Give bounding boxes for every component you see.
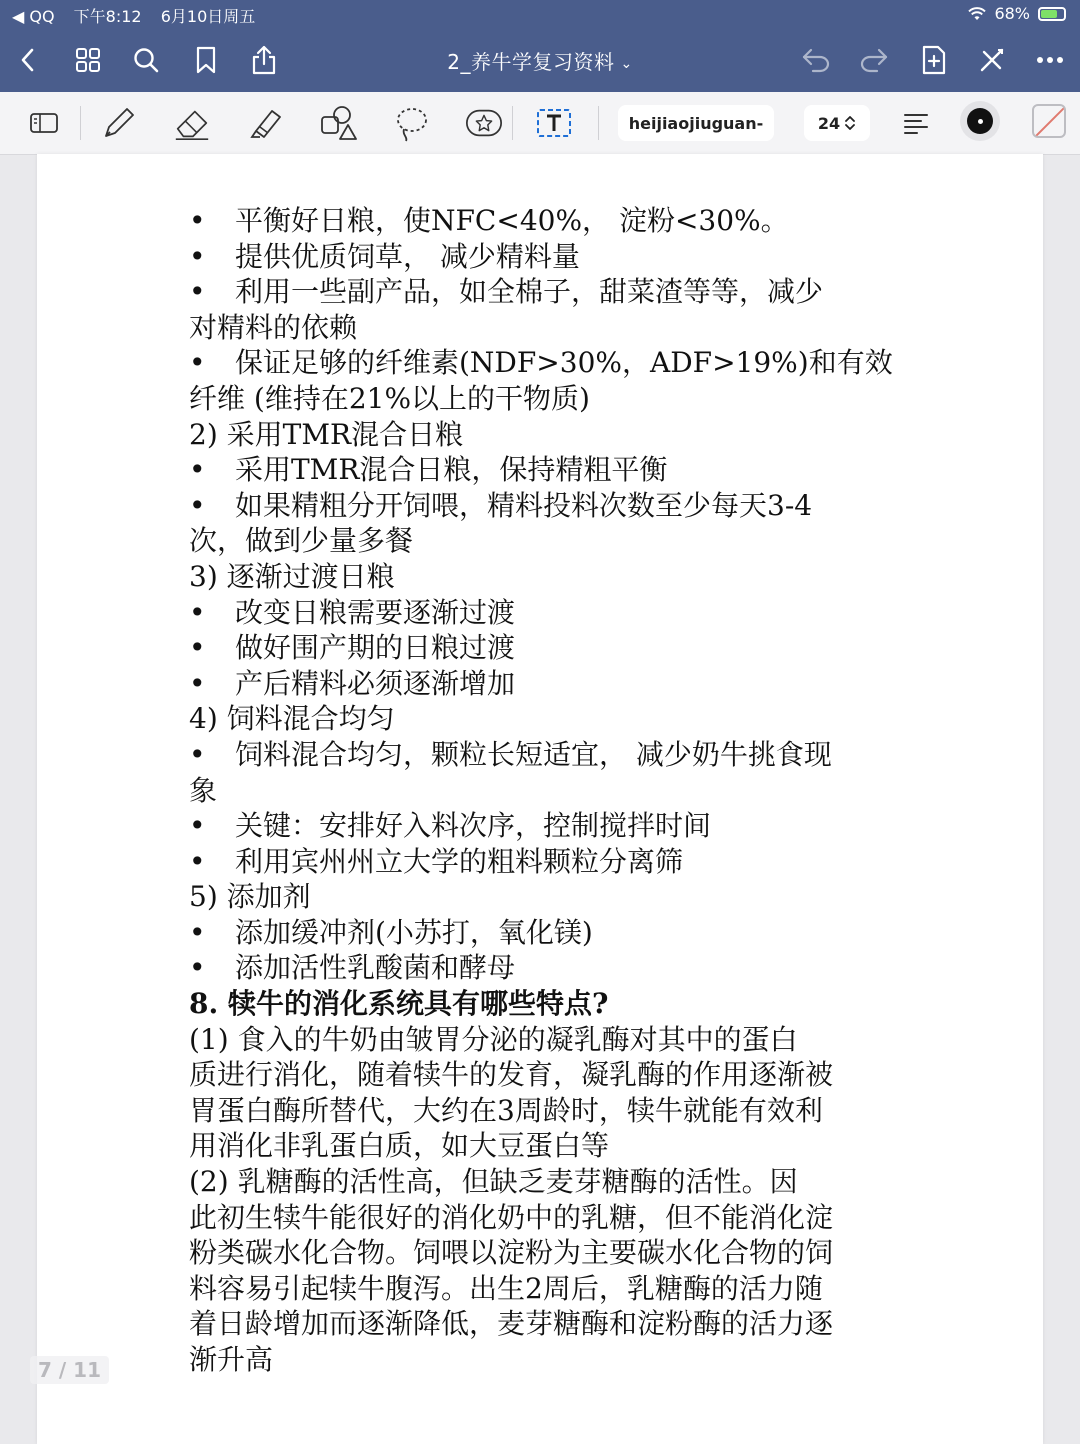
bullet-marker: • — [189, 737, 206, 771]
text-tool-icon[interactable] — [534, 103, 574, 143]
bullet-line — [189, 595, 893, 631]
font-size-value: 24 — [817, 113, 841, 133]
line-text: 料容易引起犊牛腹泻。出生2周后，乳糖酶的活力随 — [189, 1271, 823, 1305]
bullet-marker: • — [189, 488, 206, 522]
text-line — [189, 310, 893, 346]
bullet-line — [189, 274, 893, 310]
bullet-line — [189, 488, 893, 524]
line-text: 4) 饲料混合均匀 — [189, 702, 395, 736]
section-heading — [189, 986, 893, 1022]
bullet-line — [189, 666, 893, 702]
line-text: 粉类碳水化合物。饲喂以淀粉为主要碳水化合物的饲 — [189, 1236, 834, 1270]
font-family-value: heijiaojiuguan- — [628, 113, 764, 133]
line-text: 关键：安排好入料次序，控制搅拌时间 — [235, 809, 712, 843]
eraser-icon[interactable] — [172, 103, 212, 143]
bullet-marker: • — [189, 595, 206, 629]
nav-bar — [0, 28, 1080, 92]
text-line — [189, 417, 893, 453]
line-text: 改变日粮需要逐渐过渡 — [235, 595, 516, 629]
status-date: 6月10日周五 — [160, 7, 256, 26]
line-text: 如果精粗分开饲喂，精料投料次数至少每天3-4 — [235, 488, 813, 522]
line-text: 象 — [189, 773, 218, 807]
bullet-marker: • — [189, 275, 206, 309]
line-text: 次，做到少量多餐 — [189, 524, 414, 558]
bullet-marker: • — [189, 844, 206, 878]
bullet-line — [189, 844, 893, 880]
text-line — [189, 381, 893, 417]
battery-percent: 68% — [994, 4, 1030, 23]
line-text: (2) 乳糖酶的活性高，但缺乏麦芽糖酶的活性。因 — [189, 1165, 798, 1199]
color-swatch — [967, 108, 993, 134]
bullet-marker: • — [189, 809, 206, 843]
line-text: 质进行消化，随着犊牛的发育，凝乳酶的作用逐渐被 — [189, 1058, 834, 1092]
line-text: 利用宾州州立大学的粗料颗粒分离筛 — [235, 844, 684, 878]
bullet-marker: • — [189, 631, 206, 665]
bullet-line — [189, 345, 893, 381]
more-options-icon[interactable] — [1032, 42, 1068, 78]
tools-off-icon[interactable] — [974, 42, 1010, 78]
line-text: 添加缓冲剂(小苏打，氧化镁) — [235, 915, 593, 949]
redo-icon[interactable] — [856, 42, 892, 78]
line-text: 用消化非乳蛋白质，如大豆蛋白等 — [189, 1129, 610, 1163]
document-text — [189, 203, 893, 1378]
line-text: 对精料的依赖 — [189, 310, 358, 344]
bullet-line — [189, 203, 893, 239]
background-fill-none-toggle[interactable] — [1032, 104, 1066, 138]
sticker-star-icon[interactable] — [464, 103, 504, 143]
font-family-selector[interactable] — [618, 105, 774, 141]
page-layout-icon[interactable] — [24, 103, 64, 143]
line-text: 平衡好日粮，使NFC<40%， 淀粉<30%。 — [235, 204, 789, 237]
line-text: 利用一些副产品，如全棉子，甜菜渣等等，减少 — [235, 275, 824, 309]
text-line — [189, 1342, 893, 1378]
bullet-line — [189, 630, 893, 666]
annotation-toolbar — [0, 92, 1080, 155]
text-color-picker[interactable] — [960, 101, 1000, 141]
text-line — [189, 1306, 893, 1342]
status-time: 下午8:12 — [73, 7, 142, 26]
line-text: 5) 添加剂 — [189, 880, 311, 914]
top-bar — [0, 0, 1080, 92]
text-line — [189, 1235, 893, 1271]
line-text: 渐升高 — [189, 1343, 274, 1376]
bullet-marker: • — [189, 915, 206, 949]
toolbar-divider — [512, 106, 513, 140]
back-to-app-link[interactable]: ◀ QQ — [12, 7, 55, 26]
text-line — [189, 1057, 893, 1093]
text-line — [189, 1164, 893, 1200]
chevron-down-icon: ⌄ — [620, 55, 633, 72]
battery-icon — [1038, 7, 1066, 21]
line-text: 添加活性乳酸菌和酵母 — [235, 951, 516, 985]
text-line — [189, 1200, 893, 1236]
text-line — [189, 1093, 893, 1129]
bullet-marker: • — [189, 239, 206, 273]
text-line — [189, 1128, 893, 1164]
bullet-line — [189, 737, 893, 773]
text-line — [189, 523, 893, 559]
add-page-icon[interactable] — [916, 42, 952, 78]
text-line — [189, 701, 893, 737]
line-text: 产后精料必须逐渐增加 — [235, 666, 516, 700]
line-text: 胃蛋白酶所替代，大约在3周龄时，犊牛就能有效利 — [189, 1093, 823, 1127]
status-bar — [0, 0, 1080, 28]
toolbar-divider — [80, 106, 81, 140]
document-title: 2_养牛学复习资料 — [447, 50, 615, 74]
undo-icon[interactable] — [798, 42, 834, 78]
page-indicator: 7 / 11 — [30, 1356, 109, 1384]
toolbar-divider — [598, 106, 599, 140]
bullet-line — [189, 950, 893, 986]
line-text: 饲料混合均匀，颗粒长短适宜， 减少奶牛挑食现 — [235, 737, 832, 771]
bullet-line — [189, 915, 893, 951]
chevron-updown-icon — [844, 114, 856, 132]
line-text: (1) 食入的牛奶由皱胃分泌的凝乳酶对其中的蛋白 — [189, 1022, 798, 1056]
line-text: 做好围产期的日粮过渡 — [235, 631, 516, 665]
highlighter-icon[interactable] — [246, 103, 286, 143]
line-text: 提供优质饲草， 减少精料量 — [235, 239, 580, 273]
text-align-icon[interactable] — [896, 103, 936, 143]
line-text: 3) 逐渐过渡日粮 — [189, 559, 395, 593]
line-text: 8. 犊牛的消化系统具有哪些特点? — [189, 987, 609, 1021]
line-text: 此初生犊牛能很好的消化奶中的乳糖，但不能消化淀 — [189, 1200, 834, 1234]
text-line — [189, 1271, 893, 1307]
line-text: 着日龄增加而逐渐降低，麦芽糖酶和淀粉酶的活力逐 — [189, 1307, 834, 1341]
shapes-icon[interactable] — [318, 103, 358, 143]
bullet-marker: • — [189, 453, 206, 487]
text-line — [189, 1022, 893, 1058]
pen-icon[interactable] — [98, 103, 138, 143]
line-text: 保证足够的纤维素(NDF>30%，ADF>19%)和有效 — [235, 346, 893, 380]
bullet-marker: • — [189, 951, 206, 985]
bullet-line — [189, 808, 893, 844]
text-line — [189, 879, 893, 915]
text-line — [189, 773, 893, 809]
bullet-marker: • — [189, 666, 206, 700]
font-size-stepper[interactable] — [804, 105, 870, 141]
line-text: 2) 采用TMR混合日粮 — [189, 417, 464, 451]
bullet-marker: • — [189, 204, 206, 237]
line-text: 采用TMR混合日粮，保持精粗平衡 — [235, 453, 668, 487]
bullet-marker: • — [189, 346, 206, 380]
text-line — [189, 559, 893, 595]
line-text: 纤维 (维持在21%以上的干物质) — [189, 381, 590, 415]
bullet-line — [189, 239, 893, 275]
wifi-icon — [968, 7, 986, 21]
lasso-icon[interactable] — [392, 103, 432, 143]
bullet-line — [189, 452, 893, 488]
